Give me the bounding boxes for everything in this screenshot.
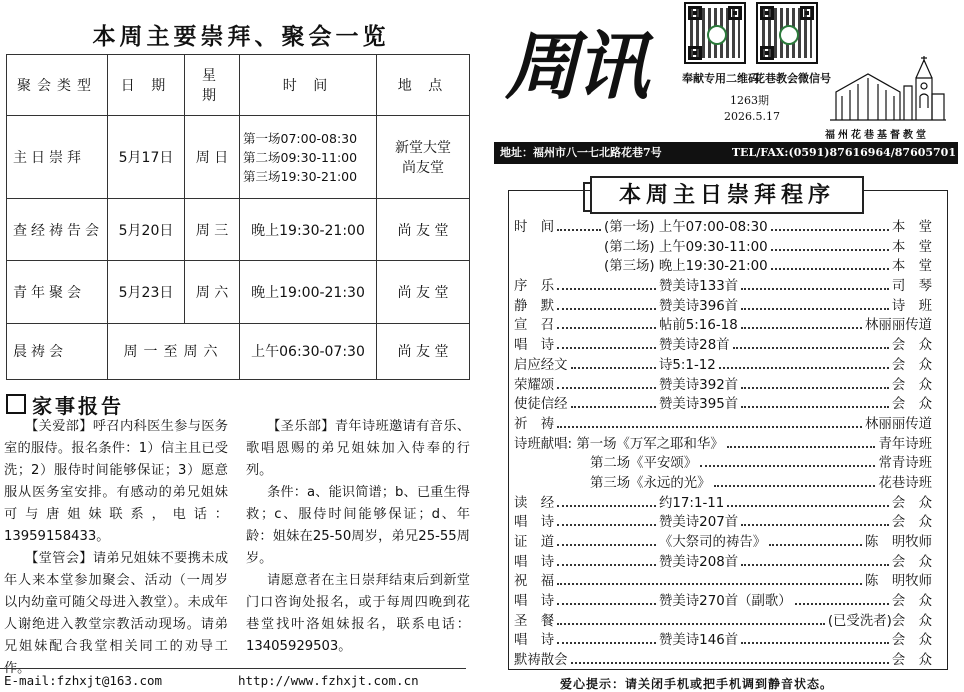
news-tag: 【关爱部】 xyxy=(25,419,93,434)
program-row xyxy=(514,316,932,336)
program-row xyxy=(514,553,932,573)
dot-leader xyxy=(557,347,656,349)
program-item-detail: 赞美诗146首 xyxy=(659,633,739,649)
program-row xyxy=(514,435,932,455)
program-item-leader: 林丽丽传道 xyxy=(865,416,932,432)
program-row xyxy=(514,513,932,533)
telephone: TEL/FAX:(0591)87616964/87605701 xyxy=(731,146,956,159)
logo: 周讯 xyxy=(505,24,645,110)
row-type: 晨祷会 xyxy=(7,323,108,379)
header-type: 聚会类型 xyxy=(7,55,108,116)
program-row xyxy=(514,297,932,317)
news-column-1 xyxy=(4,416,228,680)
program-item-detail: 赞美诗28首 xyxy=(659,338,730,354)
schedule-table xyxy=(6,54,470,380)
news-tag: 【圣乐部】 xyxy=(267,419,335,434)
dot-leader xyxy=(557,642,656,644)
schedule-title: 本周主要崇拜、聚会一览 xyxy=(92,23,390,50)
program-row xyxy=(514,651,932,671)
dot-leader xyxy=(557,544,656,546)
program-item-label: 唱 诗 xyxy=(514,633,555,649)
program-item-label: 读 经 xyxy=(514,495,555,511)
row-place xyxy=(377,116,470,199)
header-time: 时 间 xyxy=(240,55,377,116)
program-item-detail: (第二场) 上午09:30-11:00 xyxy=(604,239,768,255)
dot-leader xyxy=(557,327,656,329)
program-item-leader: 会 众 xyxy=(891,338,932,354)
program-item-leader: 会 众 xyxy=(891,495,932,511)
dot-leader xyxy=(557,288,656,290)
program-item-detail: 诗5:1-12 xyxy=(659,357,716,373)
dot-leader xyxy=(557,229,601,231)
footer xyxy=(4,673,470,688)
place-line: 尚友堂 xyxy=(402,160,444,177)
program-item-label: 默祷散会 xyxy=(514,653,568,669)
program-item-label: 启应经文 xyxy=(514,357,568,373)
qr2-label: 花巷教会微信号 xyxy=(754,72,831,85)
website-link[interactable]: http://www.fzhxjt.com.cn xyxy=(238,673,419,688)
time-line: 第二场09:30-11:00 xyxy=(243,149,358,165)
dot-leader xyxy=(700,465,875,467)
program-row xyxy=(514,257,932,277)
church-name: 福州花巷基督教堂 xyxy=(825,130,929,141)
program-item-label: 时 间 xyxy=(514,220,555,235)
dot-leader xyxy=(727,446,875,448)
program-item-leader: 常青诗班 xyxy=(878,456,932,472)
program-item-leader: 司 琴 xyxy=(891,279,932,295)
program-item-label: 祈 祷 xyxy=(514,416,555,432)
program-item-detail: 赞美诗208首 xyxy=(659,554,739,570)
row-type: 青年聚会 xyxy=(7,261,108,323)
program-item-label: 荣耀颂 xyxy=(514,377,555,393)
table-row xyxy=(7,323,470,379)
program-row xyxy=(514,572,932,592)
dot-leader xyxy=(741,288,889,290)
program-item-label: 唱 诗 xyxy=(514,594,555,610)
row-time: 上午06:30-07:30 xyxy=(240,323,377,379)
news-heading xyxy=(6,390,124,419)
time-line: 第三场19:30-21:00 xyxy=(243,168,358,184)
wechat-qr-code xyxy=(756,2,818,64)
program-item-leader: 陈 明牧师 xyxy=(865,574,932,590)
dot-leader xyxy=(557,308,656,310)
program-item-label: 诗班献唱: 第一场《万军之耶和华》 xyxy=(514,436,724,452)
dot-leader xyxy=(741,308,889,310)
program-item-detail: (第三场) 晚上19:30-21:00 xyxy=(604,259,768,275)
program-item-label: 第三场《永远的光》 xyxy=(590,475,711,491)
row-place: 尚 友 堂 xyxy=(377,198,470,260)
address-bar xyxy=(494,142,958,164)
program-item-label: 证 道 xyxy=(514,535,555,550)
row-place: 尚 友 堂 xyxy=(377,323,470,379)
dot-leader xyxy=(741,327,862,329)
program-item-detail: 帖前5:16-18 xyxy=(659,318,738,334)
qr1-label: 奉献专用二维码 xyxy=(682,72,759,85)
program-item-detail: 约17:1-11 xyxy=(659,495,725,511)
program-row xyxy=(514,277,932,297)
program-item-detail: 赞美诗207首 xyxy=(659,515,739,531)
dot-leader xyxy=(733,347,889,349)
program-title: 本周主日崇拜程序 xyxy=(590,176,864,214)
program-row xyxy=(514,238,932,258)
dot-leader xyxy=(741,524,889,526)
row-time: 晚上19:30-21:00 xyxy=(240,198,377,260)
place-line: 新堂大堂 xyxy=(395,140,451,157)
program-item-leader: 本 堂 xyxy=(891,259,932,275)
program-item-detail: (第一场) 上午07:00-08:30 xyxy=(604,220,768,235)
dot-leader xyxy=(557,583,862,585)
row-weekday: 周 三 xyxy=(185,198,240,260)
dot-leader xyxy=(571,406,656,408)
program-item-detail: 《大祭司的祷告》 xyxy=(659,535,767,550)
program-item-label: 宣 召 xyxy=(514,318,555,334)
program-item-label: 唱 诗 xyxy=(514,515,555,531)
program-list xyxy=(514,218,932,671)
row-time: 晚上19:00-21:30 xyxy=(240,261,377,323)
dot-leader xyxy=(557,603,656,605)
program-row xyxy=(514,474,932,494)
dot-leader xyxy=(557,426,862,428)
program-item-leader: 会 众 xyxy=(891,357,932,373)
church-illustration-icon xyxy=(828,56,948,122)
header-weekday: 星 期 xyxy=(185,55,240,116)
news-text: 青年诗班邀请有音乐、歌唱恩赐的弟兄姐妹加入侍奉的行列。 xyxy=(246,419,471,478)
time-line: 第一场07:00-08:30 xyxy=(243,130,358,146)
donation-qr-code xyxy=(684,2,746,64)
row-place: 尚 友 堂 xyxy=(377,261,470,323)
news-item xyxy=(246,482,470,570)
checkbox-icon xyxy=(6,394,26,414)
dot-leader xyxy=(771,268,889,270)
issue-number: 1263期 xyxy=(730,94,769,107)
program-row xyxy=(514,415,932,435)
program-item-leader: (已受洗者)会 众 xyxy=(827,613,932,629)
program-item-leader: 会 众 xyxy=(891,554,932,570)
dot-leader xyxy=(769,544,862,546)
news-item xyxy=(246,416,470,482)
program-item-label: 唱 诗 xyxy=(514,338,555,354)
news-title: 家事报告 xyxy=(32,394,124,418)
program-item-detail: 赞美诗133首 xyxy=(659,279,739,295)
news-text: 条件：a、能识简谱；b、已重生得救；c、服侍时间能够保证；d、年龄：姐妹在25-50周岁，弟兄25-55周岁。 xyxy=(246,485,470,566)
dot-leader xyxy=(557,564,656,566)
row-time xyxy=(240,116,377,199)
dot-leader xyxy=(741,564,889,566)
row-type: 主日崇拜 xyxy=(7,116,108,199)
program-item-label: 圣 餐 xyxy=(514,613,555,629)
row-type: 查经祷告会 xyxy=(7,198,108,260)
schedule-header-row xyxy=(7,55,470,116)
program-item-leader: 青年诗班 xyxy=(878,436,932,452)
dot-leader xyxy=(571,367,656,369)
program-item-detail: 赞美诗392首 xyxy=(659,377,739,393)
dot-leader xyxy=(557,524,656,526)
news-item xyxy=(246,570,470,658)
program-item-leader: 诗 班 xyxy=(891,298,932,314)
program-item-detail: 赞美诗395首 xyxy=(659,397,739,413)
program-item-leader: 花巷诗班 xyxy=(878,475,932,491)
program-item-leader: 会 众 xyxy=(891,594,932,610)
notice: 爱心提示：请关闭手机或把手机调到静音状态。 xyxy=(560,677,834,691)
news-text: 请愿意者在主日崇拜结束后到新堂门口咨询处报名，或于每周四晚到花巷堂找叶洛姐妹报名，联系电话：13405929503。 xyxy=(246,573,470,654)
program-row xyxy=(514,533,932,553)
email-link[interactable]: E-mail:fzhxjt@163.com xyxy=(4,673,163,688)
program-row xyxy=(514,592,932,612)
program-row xyxy=(514,631,932,651)
program-item-leader: 会 众 xyxy=(891,653,932,669)
dot-leader xyxy=(557,505,656,507)
program-row xyxy=(514,395,932,415)
table-row xyxy=(7,198,470,260)
program-row xyxy=(514,336,932,356)
news-column-2 xyxy=(246,416,470,658)
program-item-label: 序 乐 xyxy=(514,279,555,295)
dot-leader xyxy=(795,603,889,605)
header-date: 日 期 xyxy=(108,55,185,116)
row-date: 5月17日 xyxy=(108,116,185,199)
row-date: 5月23日 xyxy=(108,261,185,323)
program-row xyxy=(514,376,932,396)
dot-leader xyxy=(571,662,889,664)
news-tag: 【堂管会】 xyxy=(25,551,93,566)
dot-leader xyxy=(719,367,889,369)
program-item-leader: 会 众 xyxy=(891,633,932,649)
news-item xyxy=(4,548,228,680)
address: 地址：福州市八一七北路花巷7号 xyxy=(500,146,662,159)
program-row xyxy=(514,494,932,514)
news-text: 请弟兄姐妹不要携未成年人来本堂参加聚会、活动（一周岁以内幼童可随父母进入教堂）。未成年人谢绝进入教堂宗教活动现场。请弟兄姐妹配合我堂相关同工的劝导工作。 xyxy=(4,551,229,676)
program-item-leader: 本 堂 xyxy=(891,239,932,255)
row-date: 周一至周六 xyxy=(108,323,240,379)
program-item-label: 第二场《平安颂》 xyxy=(590,456,698,472)
dot-leader xyxy=(741,406,889,408)
row-weekday: 周 日 xyxy=(185,116,240,199)
dot-leader xyxy=(771,249,889,251)
issue-date: 2026.5.17 xyxy=(724,110,780,123)
program-row xyxy=(514,612,932,632)
footer-divider xyxy=(0,668,466,669)
dot-leader xyxy=(714,485,875,487)
news-text: 呼召内科医生参与医务室的服侍。报名条件：1）信主且已受洗；2）服侍时间能够保证；3）愿意服从医务室安排。有感动的弟兄姐妹可与唐姐妹联系，电话：13959158433。 xyxy=(4,419,229,544)
program-item-label: 静 默 xyxy=(514,298,555,314)
dot-leader xyxy=(727,505,889,507)
program-item-label: 使徒信经 xyxy=(514,397,568,413)
program-item-label: 祝 福 xyxy=(514,574,555,590)
program-item-detail: 赞美诗396首 xyxy=(659,298,739,314)
program-item-leader: 会 众 xyxy=(891,515,932,531)
program-item-leader: 会 众 xyxy=(891,377,932,393)
table-row xyxy=(7,261,470,323)
dot-leader xyxy=(557,387,656,389)
dot-leader xyxy=(741,387,889,389)
program-row xyxy=(514,454,932,474)
header-place: 地 点 xyxy=(377,55,470,116)
news-item xyxy=(4,416,228,548)
row-weekday: 周 六 xyxy=(185,261,240,323)
program-item-leader: 会 众 xyxy=(891,397,932,413)
program-item-leader: 本 堂 xyxy=(891,220,932,235)
program-row xyxy=(514,218,932,238)
program-item-leader: 陈 明牧师 xyxy=(865,535,932,550)
program-item-detail: 赞美诗270首（副歌） xyxy=(659,594,792,610)
dot-leader xyxy=(557,623,825,625)
dot-leader xyxy=(771,229,889,231)
row-date: 5月20日 xyxy=(108,198,185,260)
dot-leader xyxy=(741,642,889,644)
program-item-leader: 林丽丽传道 xyxy=(865,318,932,334)
table-row xyxy=(7,116,470,199)
program-row xyxy=(514,356,932,376)
program-item-label: 唱 诗 xyxy=(514,554,555,570)
